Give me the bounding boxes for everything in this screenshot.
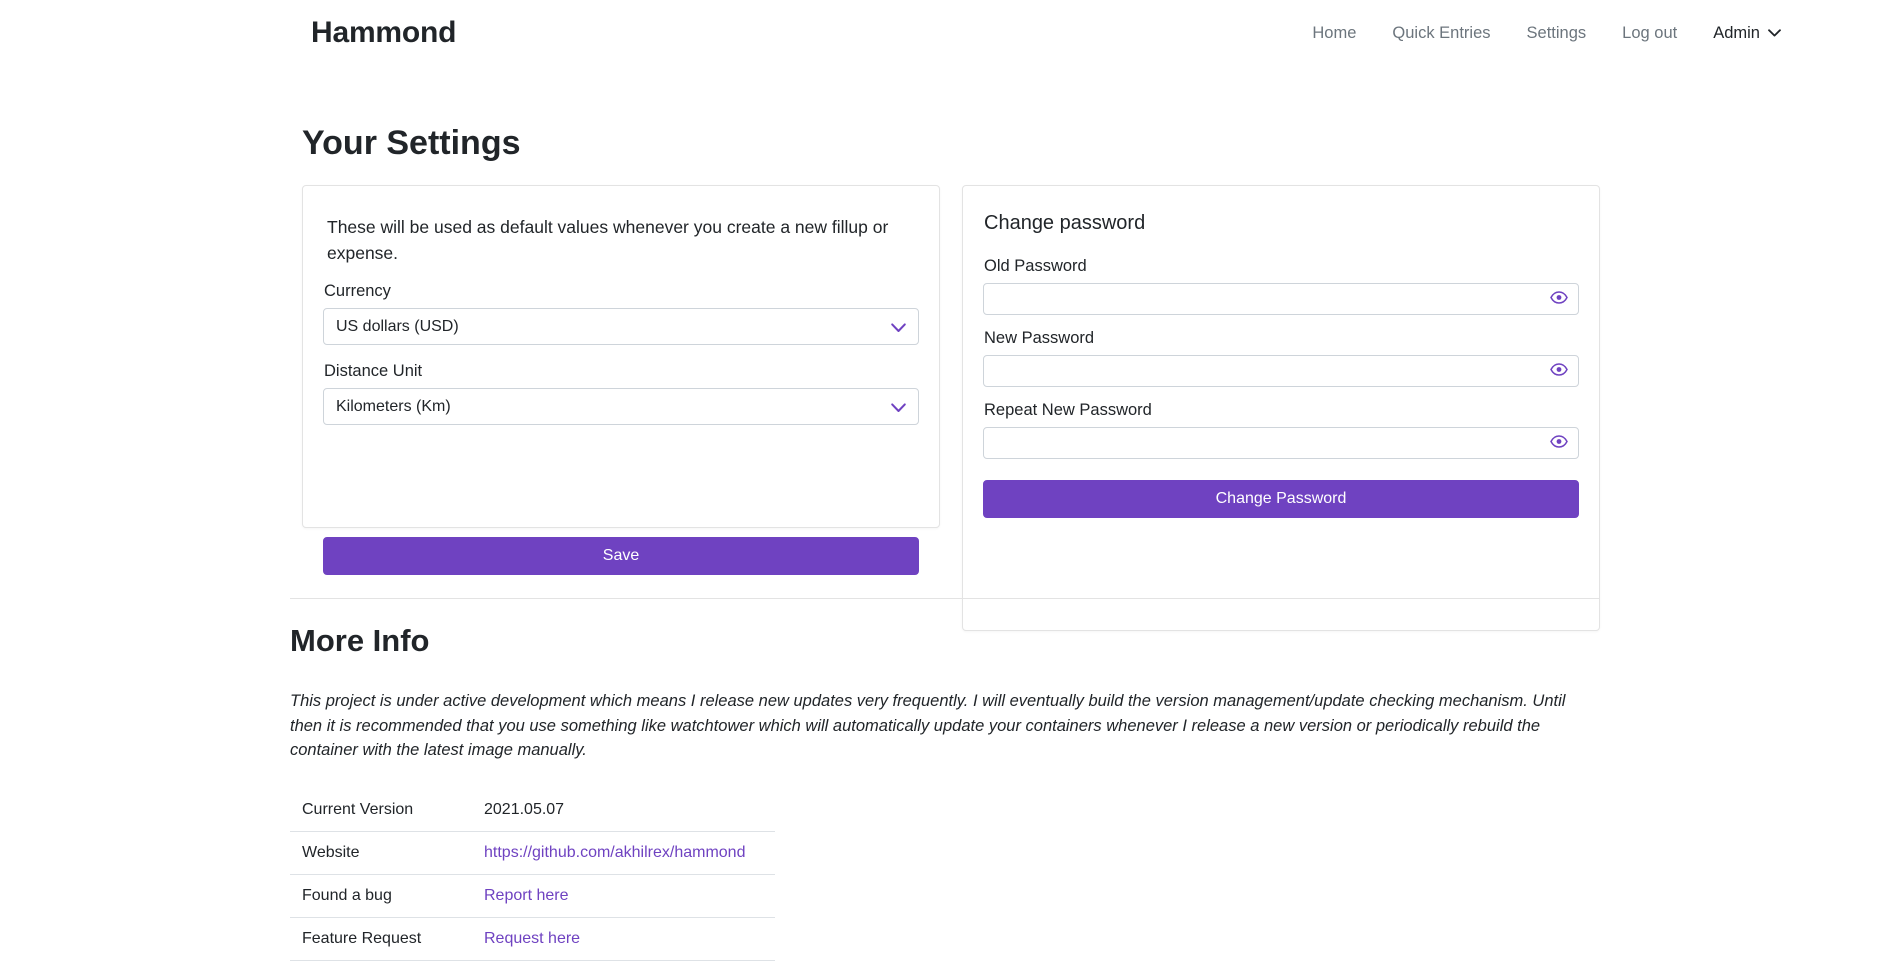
row-label: Feature Request [290, 917, 472, 960]
nav-links [1294, 22, 1799, 44]
more-info-table [290, 789, 775, 961]
old-password-wrap [983, 283, 1579, 315]
row-label: Found a bug [290, 874, 472, 917]
nav-item-settings[interactable]: Settings [1526, 24, 1587, 42]
change-password-button[interactable]: Change Password [983, 480, 1579, 518]
default-values-card [302, 185, 940, 564]
save-button[interactable]: Save [323, 537, 919, 575]
more-info-paragraph: This project is under active development which means I release new updates very frequently. I will eventually build the version management/update checking mechanism. Until then it is recommended that you use something like watchtower which will automatically update your containers whenever I release a new version or periodically rebuild the container with the latest image manually. [290, 692, 1566, 759]
nav-user-label: Admin [1713, 23, 1760, 42]
toggle-new-password-visibility-button[interactable] [1540, 356, 1578, 386]
repeat-password-group [983, 401, 1579, 459]
new-password-input[interactable] [983, 355, 1579, 387]
currency-label: Currency [324, 282, 391, 300]
change-password-card [962, 185, 1600, 631]
old-password-input[interactable] [983, 283, 1579, 315]
feature-request-link[interactable]: Request here [484, 929, 581, 947]
change-password-heading: Change password [984, 212, 1146, 234]
website-link[interactable]: https://github.com/akhilrex/hammond [484, 843, 746, 861]
row-value [472, 874, 775, 917]
change-password-button-wrap [983, 480, 1579, 518]
nav-user-dropdown[interactable] [1695, 24, 1799, 43]
currency-select-wrap [323, 308, 919, 345]
new-password-wrap [983, 355, 1579, 387]
eye-icon [1550, 435, 1568, 451]
new-password-label: New Password [984, 329, 1095, 347]
row-value: 2021.05.07 [472, 789, 775, 832]
row-value [472, 917, 775, 960]
table-row [290, 831, 775, 874]
distance-select-wrap [323, 388, 919, 425]
old-password-group [983, 257, 1579, 315]
top-navbar [0, 0, 1901, 68]
old-password-label: Old Password [984, 257, 1087, 275]
toggle-old-password-visibility-button[interactable] [1540, 284, 1578, 314]
row-label: Website [290, 831, 472, 874]
nav-item-logout[interactable]: Log out [1622, 24, 1678, 42]
section-divider [290, 598, 1600, 599]
row-value [472, 831, 775, 874]
chevron-down-icon [1768, 29, 1781, 37]
repeat-password-input[interactable] [983, 427, 1579, 459]
more-info-section [290, 598, 1600, 961]
card-description: These will be used as default values whenever you create a new fillup or expense. [327, 217, 889, 263]
brand-logo[interactable]: Hammond [311, 16, 457, 49]
report-bug-link[interactable]: Report here [484, 886, 569, 904]
toggle-repeat-password-visibility-button[interactable] [1540, 428, 1578, 458]
repeat-password-label: Repeat New Password [984, 401, 1152, 419]
table-row [290, 874, 775, 917]
nav-item-quick-entries[interactable]: Quick Entries [1392, 24, 1491, 42]
currency-select[interactable] [323, 308, 919, 345]
distance-unit-label: Distance Unit [324, 362, 423, 380]
table-row [290, 917, 775, 960]
eye-icon [1550, 291, 1568, 307]
table-row [290, 789, 775, 832]
more-info-title: More Info [290, 623, 430, 658]
page-title: Your Settings [302, 124, 521, 162]
new-password-group [983, 329, 1579, 387]
eye-icon [1550, 363, 1568, 379]
repeat-password-wrap [983, 427, 1579, 459]
row-label: Current Version [290, 789, 472, 832]
distance-unit-select[interactable] [323, 388, 919, 425]
nav-item-home[interactable]: Home [1312, 24, 1357, 42]
save-button-wrap [323, 537, 919, 575]
